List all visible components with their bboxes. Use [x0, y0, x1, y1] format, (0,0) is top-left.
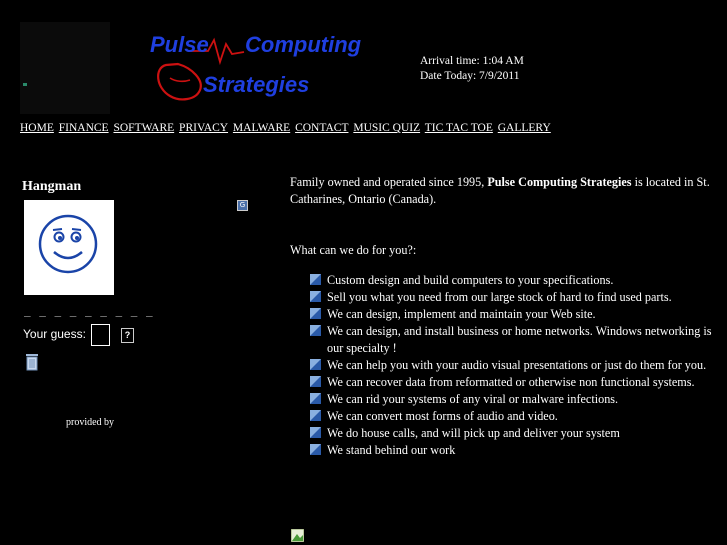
- bullet-icon: [310, 308, 321, 319]
- services-list: [310, 272, 720, 459]
- google-icon[interactable]: G: [237, 200, 248, 211]
- bullet-icon: [310, 444, 321, 455]
- video-player[interactable]: [20, 22, 110, 114]
- bullet-icon: [310, 291, 321, 302]
- list-item: [310, 306, 720, 323]
- main-nav: [20, 122, 553, 134]
- intro-prefix: Family owned and operated since 1995,: [290, 175, 488, 189]
- service-text: Sell you what you need from our large stock of hard to find used parts.: [327, 290, 672, 304]
- list-item: [310, 272, 720, 289]
- service-text: We can rid your systems of any viral or malware infections.: [327, 392, 619, 406]
- services-heading: What can we do for you?:: [290, 243, 417, 257]
- logo-word-pulse: Pulse: [150, 32, 209, 57]
- nav-malware[interactable]: MALWARE: [232, 122, 291, 134]
- nav-finance[interactable]: FINANCE: [58, 122, 109, 134]
- bullet-icon: [310, 427, 321, 438]
- player-indicator: [23, 83, 27, 86]
- date-today: Date Today: 7/9/2011: [420, 70, 520, 82]
- company-name: Pulse Computing Strategies: [487, 175, 632, 189]
- list-item: [310, 425, 720, 442]
- nav-home[interactable]: HOME: [20, 122, 54, 134]
- list-item: [310, 442, 720, 459]
- logo-word-strategies: Strategies: [203, 72, 310, 97]
- list-item: [310, 391, 720, 408]
- bullet-icon: [310, 393, 321, 404]
- time-info: [420, 54, 524, 84]
- nav-privacy[interactable]: PRIVACY: [179, 122, 229, 134]
- intro-suffix: is located in St. Catharines, Ontario (Canada).: [290, 175, 710, 206]
- hangman-image: [24, 200, 114, 295]
- service-text: We can help you with your audio visual presentations or just do them for you.: [327, 358, 707, 372]
- guess-input[interactable]: [91, 324, 110, 346]
- nav-gallery[interactable]: GALLERY: [497, 122, 551, 134]
- list-item: [310, 374, 720, 391]
- word-blanks: _ _ _ _ _ _ _ _ _: [24, 304, 154, 317]
- bullet-icon: [310, 376, 321, 387]
- logo-word-computing: Computing: [245, 32, 362, 57]
- bullet-icon: [310, 410, 321, 421]
- service-text: We can design, implement and maintain your Web site.: [327, 307, 596, 321]
- nav-music-quiz[interactable]: MUSIC QUIZ: [353, 122, 421, 134]
- company-logo: [148, 30, 370, 108]
- list-item: [310, 357, 720, 374]
- nav-tic-tac-toe[interactable]: TIC TAC TOE: [424, 122, 493, 134]
- bullet-icon: [310, 325, 321, 336]
- hangman-title: Hangman: [22, 179, 82, 194]
- list-item: [310, 408, 720, 425]
- service-text: We do house calls, and will pick up and deliver your system: [327, 426, 620, 440]
- list-item: [310, 323, 720, 357]
- broken-image-icon: [291, 529, 304, 542]
- guess-button[interactable]: ?: [121, 328, 134, 343]
- nav-software[interactable]: SOFTWARE: [113, 122, 175, 134]
- bullet-icon: [310, 359, 321, 370]
- arrival-time: Arrival time: 1:04 AM: [420, 55, 524, 67]
- provided-by: provided by: [66, 417, 115, 428]
- service-text: We can design, and install business or home networks. Windows networking is our specialty !: [327, 324, 712, 355]
- service-text: We can convert most forms of audio and video.: [327, 409, 558, 423]
- service-text: We stand behind our work: [327, 443, 456, 457]
- bullet-icon: [310, 274, 321, 285]
- trash-icon[interactable]: [25, 352, 39, 371]
- list-item: [310, 289, 720, 306]
- intro-text: [290, 174, 715, 208]
- service-text: Custom design and build computers to your specifications.: [327, 273, 614, 287]
- service-text: We can recover data from reformatted or otherwise non functional systems.: [327, 375, 695, 389]
- smiley-face-icon: [24, 200, 114, 295]
- guess-label: Your guess:: [23, 327, 86, 341]
- nav-contact[interactable]: CONTACT: [295, 122, 349, 134]
